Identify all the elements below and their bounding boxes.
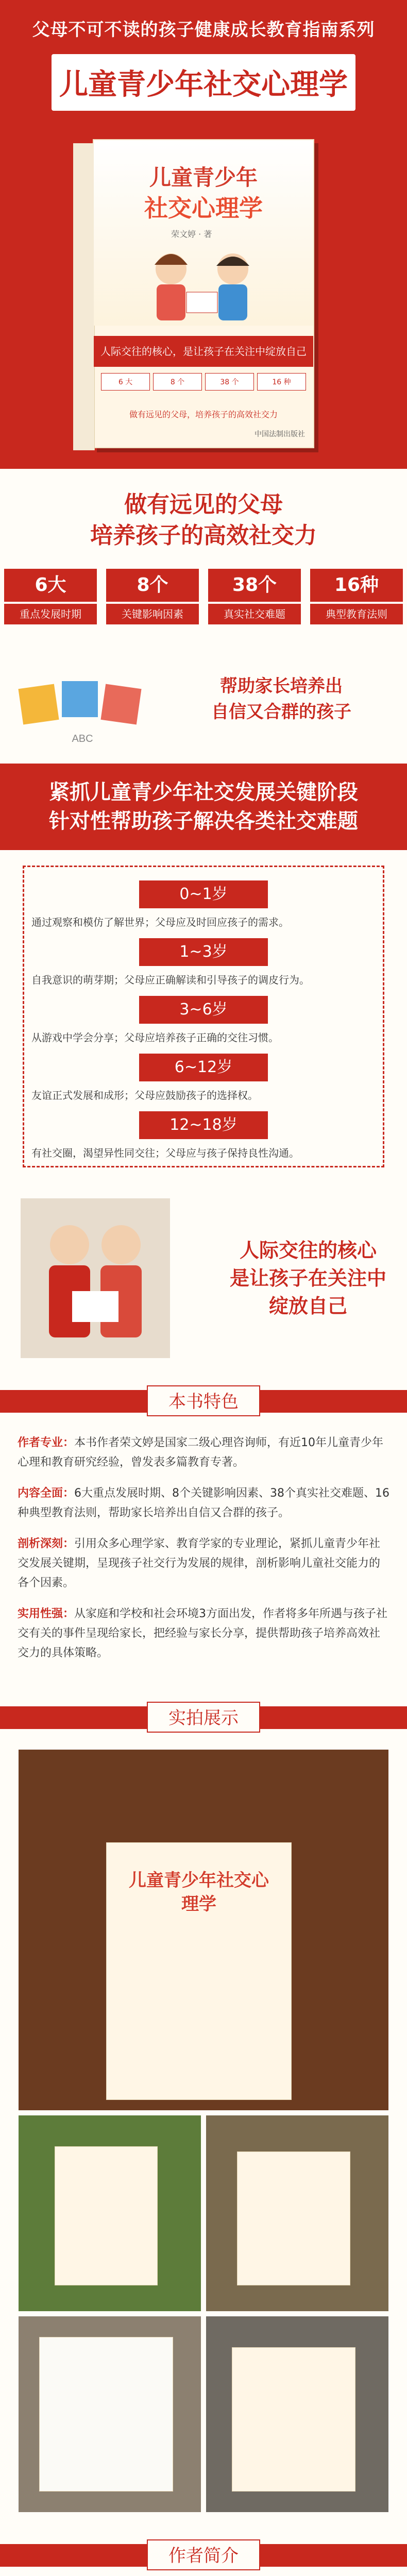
- stat-label: 关键影响因素: [106, 604, 199, 624]
- section-title: 实拍展示: [147, 1702, 260, 1733]
- help-line1: 帮助家长培养出: [220, 676, 343, 697]
- core-line2: 是让孩子在关注中: [229, 1267, 386, 1290]
- age-text: 自我意识的萌芽期；父母应正确解读和引导孩子的调皮行为。: [31, 974, 310, 986]
- book-spine: [73, 143, 95, 450]
- photo-open-book: [39, 2337, 173, 2492]
- photo-gallery: [0, 1739, 407, 2533]
- stage-banner: [0, 764, 407, 850]
- children-reading-photo-icon: [21, 1198, 170, 1358]
- publisher-logo: 中国法制出版社: [255, 430, 305, 438]
- cover-cell: 16 种: [257, 373, 306, 391]
- title-box: [52, 54, 355, 111]
- cover-band: 人际交往的核心，是让孩子在关注中绽放自己: [94, 336, 313, 367]
- stat-card: [208, 569, 301, 624]
- age-tag: 0~1岁: [139, 880, 268, 908]
- stat-label: 重点发展时期: [4, 604, 97, 624]
- cover-cell: 8 个: [153, 373, 202, 391]
- feature-text: 本书作者荣文婷是国家二级心理咨询师，有近10年儿童青少年心理和教育研究经验，曾发表多篇教育专著。: [18, 1436, 384, 1469]
- feature-item: [18, 1484, 389, 1523]
- age-tag: 1~3岁: [139, 938, 268, 966]
- vision-line2: 培养孩子的高效社交力: [90, 522, 317, 549]
- cover-title-line1: 儿童青少年: [149, 165, 258, 190]
- photo-grid: [19, 2115, 388, 2512]
- stat-label: 典型教育法则: [310, 604, 403, 624]
- age-text: 友谊正式发展和成形；父母应鼓励孩子的选择权。: [31, 1089, 258, 1101]
- series-title: 父母不可不读的孩子健康成长教育指南系列: [32, 20, 375, 40]
- photo-book: [237, 2151, 350, 2285]
- banner-line1: 紧抓儿童青少年社交发展关键阶段: [49, 781, 358, 804]
- book-main-title: 儿童青少年社交心理学: [59, 68, 348, 101]
- age-text: 通过观察和模仿了解世界；父母应及时回应孩子的需求。: [31, 916, 289, 928]
- age-stages: [0, 850, 407, 1188]
- cover-cell: 38 个: [205, 373, 254, 391]
- abc-blocks-icon: [15, 650, 149, 748]
- photos-header: [0, 1695, 407, 1739]
- core-row: [0, 1188, 407, 1379]
- core-line1: 人际交往的核心: [239, 1239, 377, 1262]
- section-title: 本书特色: [147, 1385, 260, 1416]
- photo-book: [55, 2146, 158, 2285]
- cover-author: 荣文婷 · 著: [171, 229, 212, 239]
- cover-stat-cells: [101, 373, 306, 391]
- stat-card: [106, 569, 199, 624]
- photo-book-title: 儿童青少年社交心理学: [129, 1870, 269, 1914]
- age-text: 从游戏中学会分享；父母应培养孩子正确的交往习惯。: [31, 1031, 279, 1044]
- feature-text: 从家庭和学校和社会环境3方面出发，作者将多年所遇与孩子社交有关的事件呈现给家长，把经验与家长分享，提供帮助孩子培养高效社交力的具体策略。: [18, 1607, 388, 1659]
- cover-footer-text: 做有远见的父母，培养孩子的高效社交力: [129, 410, 278, 419]
- main-product-photo: [19, 1750, 388, 2110]
- stat-number: 6大: [4, 569, 97, 602]
- feature-label: 剖析深刻：: [18, 1537, 75, 1550]
- age-tag: 3~6岁: [139, 996, 268, 1024]
- stat-card: [4, 569, 97, 624]
- content-area: [0, 469, 407, 2576]
- age-stages-box: [23, 866, 384, 1167]
- cover-cell: 6 大: [101, 373, 150, 391]
- vision-line1: 做有远见的父母: [124, 492, 283, 518]
- age-tag: 6~12岁: [139, 1054, 268, 1081]
- photo-tile: [19, 2316, 201, 2512]
- core-line3: 绽放自己: [268, 1295, 347, 1317]
- stat-card: [310, 569, 403, 624]
- photo-tile: [206, 2316, 388, 2512]
- features-header: [0, 1379, 407, 1423]
- stat-number: 16种: [310, 569, 403, 602]
- feature-item: [18, 1604, 389, 1663]
- core-message: [230, 1236, 386, 1320]
- feature-label: 内容全面：: [18, 1487, 75, 1500]
- photo-book: [106, 1842, 292, 2100]
- feature-text: 6大重点发展时期、8个关键影响因素、38个真实社交难题、16种典型教育法则，帮助家长培养出自信又合群的孩子。: [18, 1487, 389, 1519]
- help-line2: 自信又合群的孩子: [211, 702, 351, 722]
- stat-label: 真实社交难题: [208, 604, 301, 624]
- vision-heading: [0, 469, 407, 556]
- help-text: [211, 673, 351, 725]
- children-illustration-icon: [125, 243, 279, 326]
- features-list: [0, 1423, 407, 1695]
- photo-tile: [19, 2115, 201, 2311]
- photo-tile: [206, 2115, 388, 2311]
- abc-letters: ABC: [72, 733, 93, 744]
- age-text: 有社交圈，渴望异性同交往；父母应与孩子保持良性沟通。: [31, 1147, 299, 1159]
- stats-row: [0, 556, 407, 630]
- feature-label: 作者专业：: [18, 1436, 75, 1449]
- age-tag: 12~18岁: [139, 1111, 268, 1139]
- book-cover-section: [0, 129, 407, 469]
- feature-label: 实用性强：: [18, 1607, 75, 1620]
- abc-row: [0, 630, 407, 764]
- photo-book: [232, 2347, 355, 2492]
- banner-line2: 针对性帮助孩子解决各类社交难题: [49, 809, 358, 833]
- page-header: [0, 0, 407, 129]
- feature-item: [18, 1433, 389, 1472]
- author-header: [0, 2533, 407, 2576]
- stat-number: 38个: [208, 569, 301, 602]
- feature-text: 引用众多心理学家、教育学家的专业理论，紧抓儿童青少年社交发展关键期，呈现孩子社交行为发展的规律，剖析影响儿童社交能力的各个因素。: [18, 1537, 381, 1589]
- feature-item: [18, 1534, 389, 1593]
- stat-number: 8个: [106, 569, 199, 602]
- cover-title-line2: 社交心理学: [144, 194, 263, 222]
- book-cover: [93, 139, 314, 448]
- section-title: 作者简介: [147, 2539, 260, 2570]
